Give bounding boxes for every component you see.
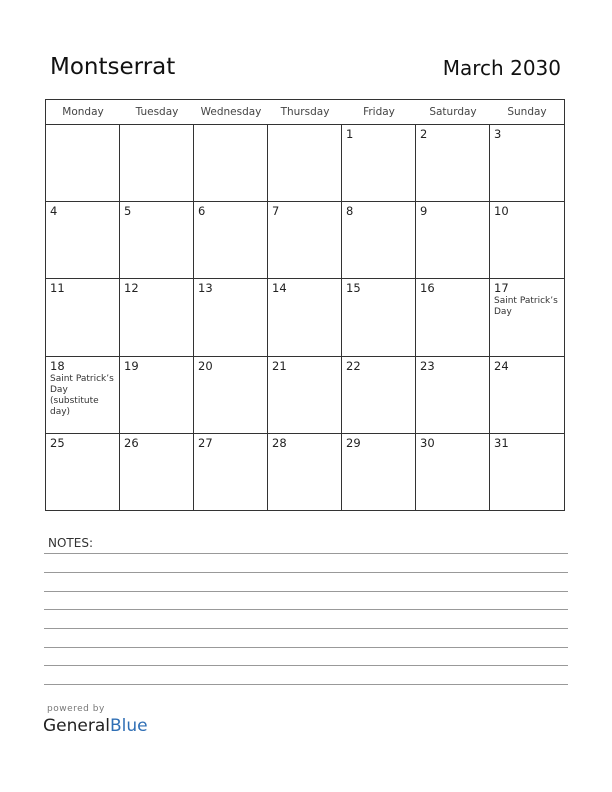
day-cell: [120, 279, 194, 356]
day-grid: [46, 125, 564, 511]
day-number: 29: [346, 435, 361, 450]
day-cell: [342, 434, 416, 511]
day-number: 15: [346, 281, 361, 296]
day-cell: [194, 202, 268, 279]
weekday-header: Friday: [363, 106, 395, 118]
day-number: 27: [198, 435, 213, 450]
day-number: 7: [272, 204, 280, 219]
day-number: 18: [50, 358, 65, 373]
day-number: 22: [346, 358, 361, 373]
notes-line: [44, 591, 568, 592]
weekday-header: Monday: [62, 106, 104, 118]
day-cell: [268, 434, 342, 511]
day-number: 31: [494, 435, 509, 450]
day-cell: [342, 357, 416, 434]
weekday-header: Thursday: [280, 106, 330, 118]
day-number: 1: [346, 127, 354, 141]
day-number: 20: [198, 358, 213, 373]
day-number: 25: [50, 435, 65, 450]
weekday-header: Sunday: [507, 106, 547, 118]
day-cell: [194, 279, 268, 356]
notes-line: [44, 553, 568, 554]
notes-line: [44, 647, 568, 648]
day-number: 4: [50, 204, 58, 219]
empty-day-cell: [46, 125, 120, 202]
day-cell: [490, 125, 564, 202]
empty-day-cell: [120, 125, 194, 202]
day-number: 14: [272, 281, 287, 296]
day-cell: [268, 202, 342, 279]
day-cell: [120, 434, 194, 511]
day-cell: [46, 434, 120, 511]
notes-line: [44, 609, 568, 610]
empty-day-cell: [268, 125, 342, 202]
day-cell: [416, 125, 490, 202]
day-cell: [490, 434, 564, 511]
day-cell: [268, 357, 342, 434]
day-number: 13: [198, 281, 213, 296]
powered-by-text: powered by: [47, 704, 105, 714]
notes-line: [44, 684, 568, 685]
holiday-label: Saint Patrick’s Day: [494, 296, 558, 318]
day-cell: [46, 202, 120, 279]
day-cell: [120, 357, 194, 434]
day-number: 28: [272, 435, 287, 450]
day-number: 12: [124, 281, 139, 296]
weekday-header: Wednesday: [200, 106, 262, 118]
day-cell: [490, 357, 564, 434]
day-number: 30: [420, 435, 435, 450]
notes-label: NOTES:: [48, 536, 93, 550]
day-number: 24: [494, 358, 509, 373]
day-cell: [194, 434, 268, 511]
day-cell: [46, 357, 120, 434]
notes-line: [44, 665, 568, 666]
day-number: 9: [420, 204, 428, 219]
day-cell: [120, 202, 194, 279]
weekday-header: Saturday: [429, 106, 477, 118]
day-number: 23: [420, 358, 435, 373]
generalblue-logo[interactable]: [43, 716, 148, 736]
notes-line: [44, 572, 568, 573]
day-number: 2: [420, 127, 428, 141]
day-cell: [416, 279, 490, 356]
day-number: 5: [124, 204, 132, 219]
day-cell: [416, 434, 490, 511]
holiday-label: Saint Patrick’s Day (substitute day): [50, 373, 114, 417]
day-number: 6: [198, 204, 206, 219]
day-number: 19: [124, 358, 139, 373]
day-number: 16: [420, 281, 435, 296]
day-number: 26: [124, 435, 139, 450]
day-number: 11: [50, 281, 65, 296]
day-cell: [490, 279, 564, 356]
day-number: 21: [272, 358, 287, 373]
day-cell: [490, 202, 564, 279]
weekday-header-row: [46, 100, 564, 125]
logo-text-general: General: [43, 716, 110, 736]
day-number: 8: [346, 204, 354, 219]
logo-text-blue: Blue: [110, 716, 148, 736]
day-cell: [268, 279, 342, 356]
day-cell: [342, 279, 416, 356]
empty-day-cell: [194, 125, 268, 202]
weekday-header: Tuesday: [135, 106, 179, 118]
day-number: 3: [494, 127, 502, 141]
day-cell: [342, 125, 416, 202]
day-cell: [194, 357, 268, 434]
calendar-country-title: Montserrat: [50, 54, 176, 80]
calendar-table: [45, 99, 565, 511]
day-cell: [416, 357, 490, 434]
day-number: 17: [494, 281, 509, 296]
day-cell: [46, 279, 120, 356]
calendar-month-title: March 2030: [442, 56, 561, 80]
day-number: 10: [494, 204, 509, 219]
notes-line: [44, 628, 568, 629]
day-cell: [416, 202, 490, 279]
day-cell: [342, 202, 416, 279]
